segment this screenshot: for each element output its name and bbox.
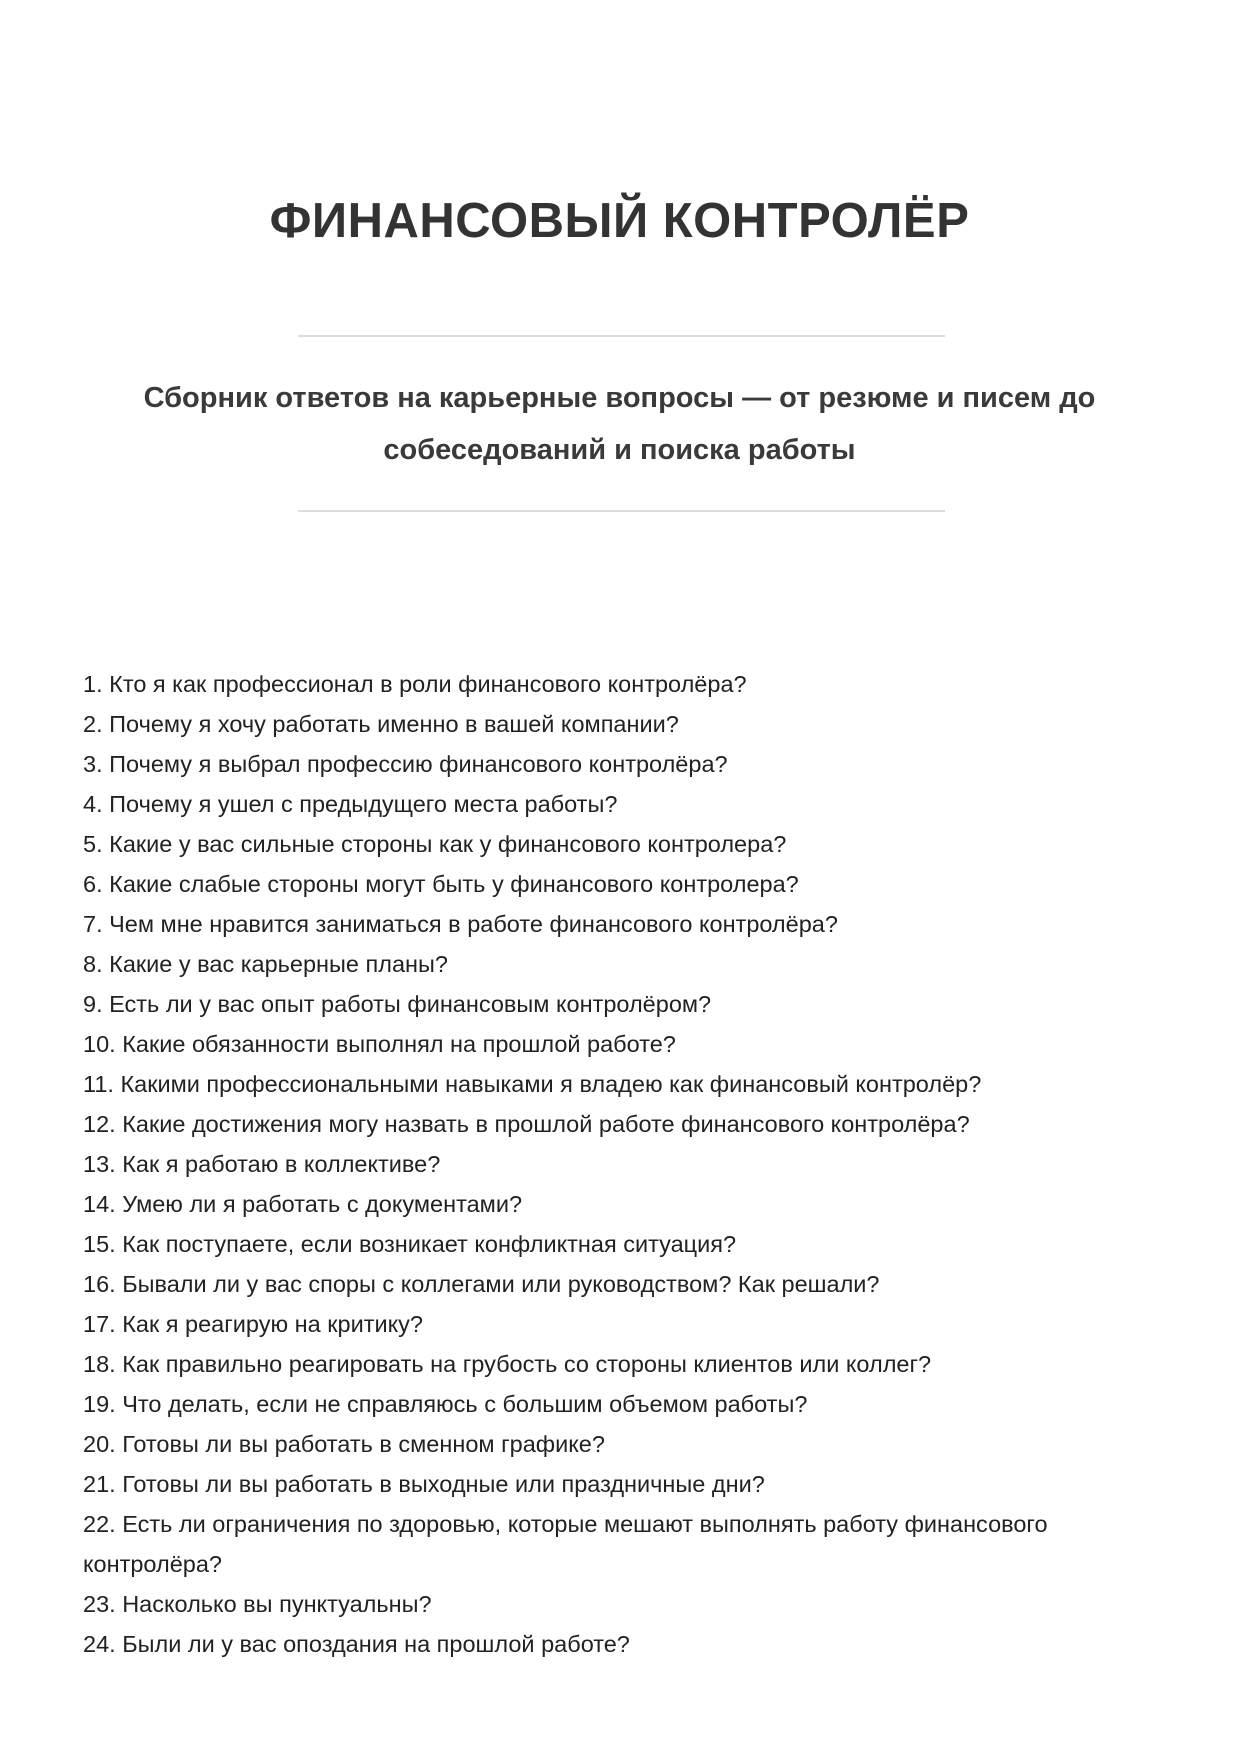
question-item: 16. Бывали ли у вас споры с коллегами или руководством? Как решали? — [83, 1271, 880, 1297]
question-item: 6. Какие слабые стороны могут быть у финансового контролера? — [83, 871, 799, 897]
question-item: 20. Готовы ли вы работать в сменном графике? — [83, 1431, 605, 1457]
document-title: ФИНАНСОВЫЙ КОНТРОЛЁР — [269, 194, 970, 248]
top-divider — [298, 335, 945, 337]
question-item: 23. Насколько вы пунктуальны? — [83, 1591, 432, 1617]
question-item: 10. Какие обязанности выполнял на прошлой работе? — [83, 1031, 676, 1057]
question-item: 5. Какие у вас сильные стороны как у финансового контролера? — [83, 831, 787, 857]
document-subtitle: Сборник ответов на карьерные вопросы — от резюме и писем до собеседований и поиска работы — [143, 382, 1096, 466]
question-item: 18. Как правильно реагировать на грубость со стороны клиентов или коллег? — [83, 1351, 932, 1377]
question-item: 24. Были ли у вас опоздания на прошлой работе? — [83, 1631, 630, 1657]
question-item: 21. Готовы ли вы работать в выходные или праздничные дни? — [83, 1471, 765, 1497]
question-item: 12. Какие достижения могу назвать в прошлой работе финансового контролёра? — [83, 1111, 970, 1137]
question-item: 8. Какие у вас карьерные планы? — [83, 951, 448, 977]
question-item: 17. Как я реагирую на критику? — [83, 1311, 423, 1337]
question-item: 2. Почему я хочу работать именно в вашей компании? — [83, 711, 679, 737]
question-item: 13. Как я работаю в коллективе? — [83, 1151, 441, 1177]
question-item: 11. Какими профессиональными навыками я владею как финансовый контролёр? — [83, 1071, 982, 1097]
question-item: 19. Что делать, если не справляюсь с большим объемом работы? — [83, 1391, 808, 1417]
question-item: 4. Почему я ушел с предыдущего места работы? — [83, 791, 618, 817]
question-item: 7. Чем мне нравится заниматься в работе финансового контролёра? — [83, 911, 838, 937]
bottom-divider — [298, 510, 945, 512]
question-item: 3. Почему я выбрал профессию финансового контролёра? — [83, 751, 728, 777]
question-item: 15. Как поступаете, если возникает конфликтная ситуация? — [83, 1231, 737, 1257]
question-item: 1. Кто я как профессионал в роли финансового контролёра? — [83, 671, 747, 697]
question-item: 22. Есть ли ограничения по здоровью, которые мешают выполнять работу финансового контролёра? — [83, 1511, 1048, 1577]
question-list — [83, 664, 1143, 1664]
question-item: 9. Есть ли у вас опыт работы финансовым контролёром? — [83, 991, 712, 1017]
question-item: 14. Умею ли я работать с документами? — [83, 1191, 523, 1217]
